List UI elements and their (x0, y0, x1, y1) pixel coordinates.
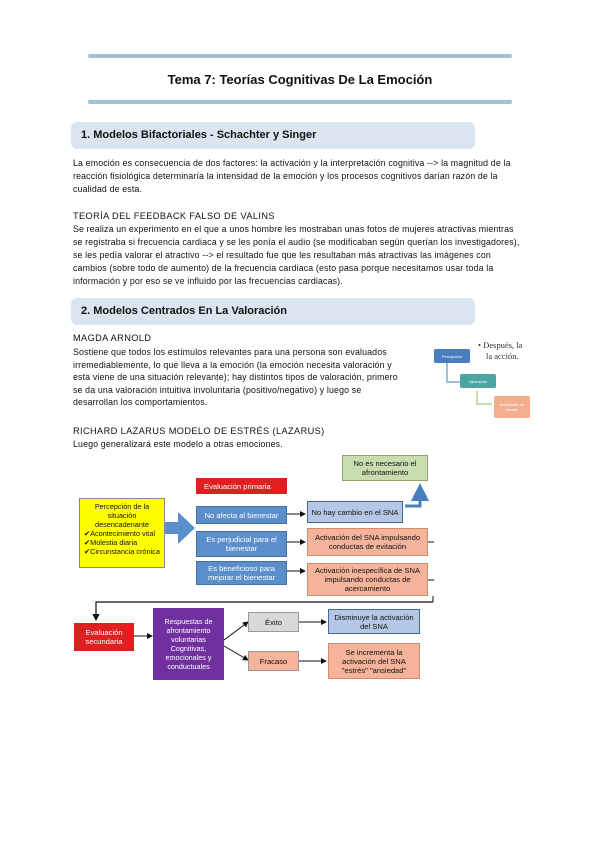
perception-box (79, 498, 165, 568)
arnold-box-perception: Percepción (434, 349, 470, 363)
no-coping-needed-box: No es necesario el afrontamiento (342, 455, 428, 481)
lazarus-paragraph: Luego generalizará este modelo a otras emociones. (73, 439, 283, 449)
no-change-sna-box: No hay cambio en el SNA (307, 501, 403, 523)
perception-item-1: ✔Acontecimiento vital (84, 529, 156, 538)
valins-paragraph: Se realiza un experimento en el que a unos hombre les mostraban unas fotos de mujeres atractivas mientras se registraba si frecuencia cardiaca y se les ponía el audio (se modificaban según querían los investigadores), se les pedía valorar el atractivo --> el resultado fue que les resultaban más atractivas las imágenes con cambios (sobre todo de aumento) de la frecuencia cardiaca (esto pasa porque necesitamos usar toda la información y por eso se ve influido por las frecuencias cardiacas). (73, 224, 520, 286)
no-affect-box: No afecta al bienestar (196, 506, 287, 524)
failure-box: Fracaso (248, 651, 299, 671)
arnold-heading: MAGDA ARNOLD (73, 333, 152, 343)
section-heading-1: 1. Modelos Bifactoriales - Schachter y Singer (71, 122, 475, 149)
secondary-evaluation-box: Evaluación secundaria (74, 623, 134, 651)
arnold-box-valoracion: Valoración (460, 374, 496, 388)
arnold-snippet-line2: la acción. (486, 351, 519, 361)
arnold-box-motivation: Motivación de acción (494, 396, 530, 418)
harmful-box: Es perjudicial para el bienestar (196, 531, 287, 557)
page-title: Tema 7: Teorías Cognitivas De La Emoción (167, 72, 433, 87)
schachter-intro-paragraph: La emoción es consecuencia de dos factores: la activación y la interpretación cognitiva --> la magnitud de la reacción fisiológica determinaría la intensidad de la emoción y los procesos cognitivos darían razón de la cualidad de esta. (73, 158, 511, 194)
decrease-sna-box: Disminuye la activación del SNA (328, 609, 420, 634)
sna-approach-box: Activación inespecífica de SNA impulsando conductas de acercamiento (307, 563, 428, 596)
perception-item-3: ✔Circunstancia crónica (84, 547, 160, 556)
sna-avoidance-box: Activación del SNA impulsando conductas de evitación (307, 528, 428, 556)
perception-item-2: ✔Molestia diaria (84, 538, 138, 547)
check-icon: ✔ (84, 538, 91, 547)
lazarus-heading: RICHARD LAZARUS MODELO DE ESTRÉS (LAZARUS) (73, 426, 325, 436)
beneficial-box: Es beneficioso para mejorar el bienestar (196, 561, 287, 585)
perception-title: Percepción de la situación desencadenante (94, 502, 150, 529)
coping-responses-box: Respuestas de afrontamiento voluntarias Cognitivas, emocionales y conductuales (153, 608, 224, 680)
success-box: Éxito (248, 612, 299, 632)
check-icon: ✔ (84, 547, 91, 556)
section-heading-2: 2. Modelos Centrados En La Valoración (71, 298, 475, 325)
arnold-paragraph: Sostiene que todos los estímulos relevantes para una persona son evaluados irremediablemente, lo que lleva a la emoción (la emoción necesita valoración y esta viene de una situación relevante); hay distintos tipos de valoración, primero se da una valoración intuitiva involuntaria (positivo/negativo) y luego se desarrollan los comportamientos. (73, 347, 398, 407)
increase-sna-box: Se incrementa la activación del SNA "estrés" "ansiedad" (328, 643, 420, 679)
valins-heading: TEORÍA DEL FEEDBACK FALSO DE VALINS (73, 211, 275, 221)
check-icon: ✔ (84, 529, 91, 538)
primary-evaluation-box: Evaluación primaria (196, 478, 287, 494)
arnold-snippet-line1: • Después, la (478, 340, 523, 350)
